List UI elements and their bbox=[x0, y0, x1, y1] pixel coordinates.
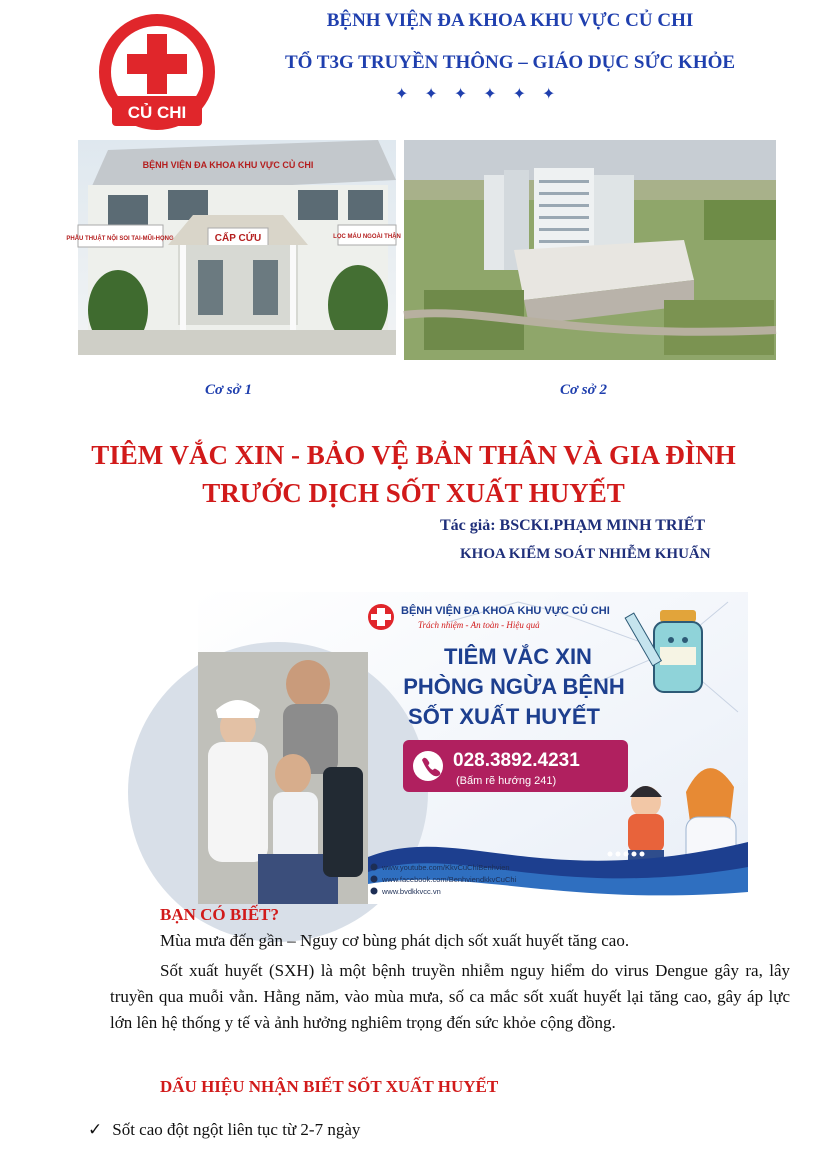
intro-paragraph: Mùa mưa đến gần – Nguy cơ bùng phát dịch sốt xuất huyết tăng cao. bbox=[160, 931, 630, 950]
campus-1-photo bbox=[66, 140, 401, 355]
banner-hospital: BỆNH VIỆN ĐA KHOA KHU VỰC CỦ CHI bbox=[401, 605, 610, 617]
banner-link-facebook: www.facebook.com/BenhviendkkvCuChi bbox=[382, 875, 517, 884]
department: KHOA KIỂM SOÁT NHIỄM KHUẨN bbox=[460, 546, 711, 562]
campus-2-caption: Cơ sở 2 bbox=[560, 382, 607, 398]
decorative-stars: ✦ ✦ ✦ ✦ ✦ ✦ bbox=[395, 86, 562, 103]
campus-1-caption: Cơ sở 1 bbox=[205, 382, 252, 398]
campus-2-photo bbox=[404, 140, 776, 360]
signs-heading: DẤU HIỆU NHẬN BIẾT SỐT XUẤT HUYẾT bbox=[160, 1077, 499, 1096]
checkmark-icon: ✓ bbox=[88, 1120, 103, 1139]
banner-motto: Trách nhiệm - An toàn - Hiệu quả bbox=[418, 620, 540, 630]
right-sign: LỌC MÁU NGOÀI THẬN bbox=[333, 234, 401, 240]
left-sign: PHẪU THUẬT NỘI SOI TAI-MŨI-HỌNG bbox=[66, 236, 174, 242]
team-name: TỔ T3G TRUYỀN THÔNG – GIÁO DỤC SỨC KHỎE bbox=[284, 52, 736, 73]
banner-link-website: www.bvdkkvcc.vn bbox=[382, 887, 441, 896]
article-title-line-2: TRƯỚC DỊCH SỐT XUẤT HUYẾT bbox=[202, 478, 625, 508]
author: Tác giả: BSCKI.PHẠM MINH TRIẾT bbox=[440, 517, 706, 534]
emergency-sign: CẤP CỨU bbox=[214, 233, 262, 244]
banner-phone: 028.3892.4231 bbox=[453, 750, 580, 771]
list-item bbox=[88, 1120, 360, 1140]
vaccination-banner bbox=[198, 592, 748, 904]
banner-headline-1: TIÊM VẮC XIN bbox=[444, 644, 592, 669]
description-paragraph: Sốt xuất huyết (SXH) là một bệnh truyền nhiễm nguy hiểm do virus Dengue gây ra, lây truyền qua muỗi vằn. Hằng năm, vào mùa mưa, số ca mắc sốt xuất huyết lại tăng cao, gây áp lực lớn lên hệ thống y tế và ảnh hưởng nghiêm trọng đến sức khỏe cộng đồng. bbox=[110, 961, 790, 1032]
article-title-line-1: TIÊM VẮC XIN - BẢO VỆ BẢN THÂN VÀ GIA ĐÌNH bbox=[91, 440, 736, 470]
banner-headline-3: SỐT XUẤT HUYẾT bbox=[408, 704, 600, 729]
list-item-text: Sốt cao đột ngột liên tục từ 2-7 ngày bbox=[112, 1120, 361, 1139]
banner-headline-2: PHÒNG NGỪA BỆNH bbox=[403, 674, 625, 699]
banner-extension: (Bấm rẽ hướng 241) bbox=[456, 775, 557, 787]
hospital-logo bbox=[92, 12, 222, 132]
hospital-name: BỆNH VIỆN ĐA KHOA KHU VỰC CỦ CHI bbox=[326, 10, 694, 31]
logo-text: CỦ CHI bbox=[127, 103, 187, 122]
banner-link-youtube: www.youtube.com/KkvCuChiBenhvien bbox=[382, 863, 510, 872]
building-sign: BỆNH VIỆN ĐA KHOA KHU VỰC CỦ CHI bbox=[142, 160, 314, 170]
did-you-know-heading: BẠN CÓ BIẾT? bbox=[160, 905, 280, 924]
